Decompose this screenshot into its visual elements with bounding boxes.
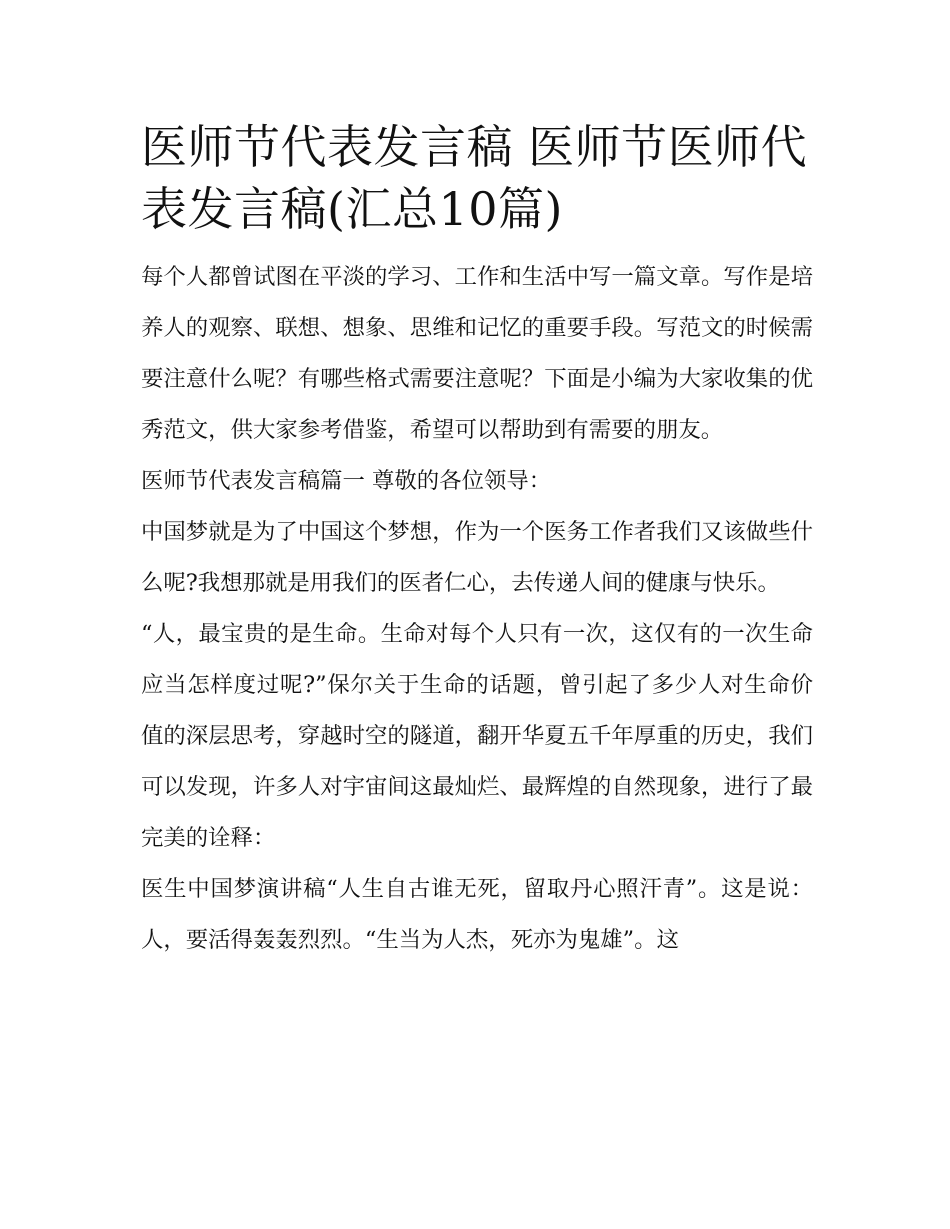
document-body	[141, 252, 813, 966]
section-heading-paragraph: 医师节代表发言稿篇一 尊敬的各位领导：	[141, 468, 552, 494]
document-content	[141, 116, 813, 966]
speech-paragraph: 医生中国梦演讲稿“人生自古谁无死，留取丹心照汗青”。这是说：人，要活得轰轰烈烈。“生当为人杰，死亦为鬼雄”。这	[141, 876, 813, 953]
life-value-paragraph: “人，最宝贵的是生命。生命对每个人只有一次，这仅有的一次生命应当怎样度过呢?”保尔关于生命的话题，曾引起了多少人对生命价值的深层思考，穿越时空的隧道，翻开华夏五千年厚重的历史，我们可以发现，许多人对宇宙间这最灿烂、最辉煌的自然现象，进行了最完美的诠释：	[141, 621, 813, 851]
intro-paragraph: 每个人都曾试图在平淡的学习、工作和生活中写一篇文章。写作是培养人的观察、联想、想象、思维和记忆的重要手段。写范文的时候需要注意什么呢？有哪些格式需要注意呢？下面是小编为大家收集的优秀范文，供大家参考借鉴，希望可以帮助到有需要的朋友。	[141, 264, 813, 443]
chinese-dream-paragraph: 中国梦就是为了中国这个梦想，作为一个医务工作者我们又该做些什么呢?我想那就是用我们的医者仁心，去传递人间的健康与快乐。	[141, 519, 813, 596]
document-title: 医师节代表发言稿 医师节医师代表发言稿(汇总10篇)	[141, 120, 808, 236]
